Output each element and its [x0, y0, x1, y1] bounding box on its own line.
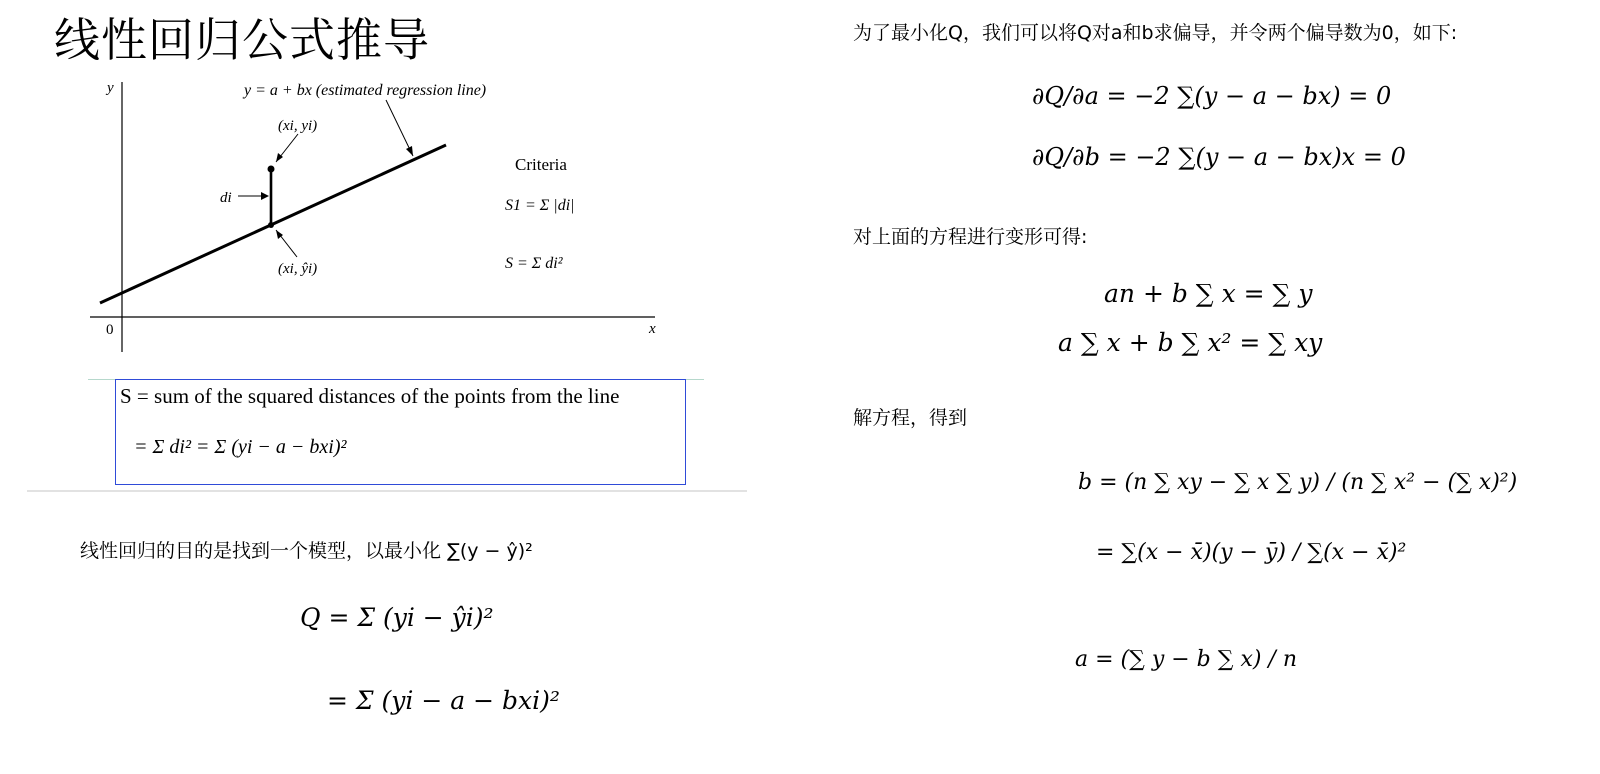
y-axis-label: y [107, 80, 114, 96]
estimated-point-label: (xi, ŷi) [278, 261, 318, 277]
partial-a-equation: ∂Q/∂a = −2 ∑(y − a − bx) = 0 [1032, 82, 1392, 110]
x-axis-label: x [649, 321, 656, 337]
di-label: di [220, 190, 232, 206]
q-equation-1: Q = Σ (yi − ŷi)² [300, 603, 494, 632]
normal-equation-1: an + b ∑ x = ∑ y [1104, 279, 1313, 308]
point-label: (xi, yi) [278, 118, 318, 134]
s1-formula: S1 = Σ |di| [505, 197, 575, 214]
b-equation-2: = ∑(x − x̄)(y − ȳ) / ∑(x − x̄)² [1096, 540, 1407, 565]
criteria-label: Criteria [515, 155, 567, 174]
s-formula: S = Σ di² [505, 255, 563, 272]
a-equation: a = (∑ y − b ∑ x) / n [1075, 647, 1297, 672]
regression-line-label: y = a + bx (estimated regression line) [244, 82, 487, 99]
transform-text: 对上面的方程进行变形可得: [853, 226, 1088, 248]
origin-label: 0 [106, 322, 114, 338]
estimated-point [268, 222, 274, 228]
data-point [268, 166, 275, 173]
normal-equation-2: a ∑ x + b ∑ x² = ∑ xy [1058, 328, 1323, 357]
definition-line2: = Σ di² = Σ (yi − a − bxi)² [134, 436, 347, 458]
page-title: 线性回归公式推导 [54, 13, 430, 67]
divider-grey [27, 490, 747, 492]
regression-figure [80, 72, 720, 362]
intro-text: 为了最小化Q，我们可以将Q对a和b求偏导，并令两个偏导数为0，如下: [853, 22, 1458, 44]
q-equation-2: = Σ (yi − a − bxi)² [327, 686, 560, 715]
b-equation-1: b = (n ∑ xy − ∑ x ∑ y) / (n ∑ x² − (∑ x)²) [1078, 470, 1518, 495]
definition-line1: S = sum of the squared distances of the points from the line [120, 384, 620, 408]
solve-text: 解方程，得到 [853, 407, 968, 429]
objective-text: 线性回归的目的是找到一个模型，以最小化 ∑(y − ŷ)² [80, 540, 533, 562]
partial-b-equation: ∂Q/∂b = −2 ∑(y − a − bx)x = 0 [1032, 143, 1406, 171]
